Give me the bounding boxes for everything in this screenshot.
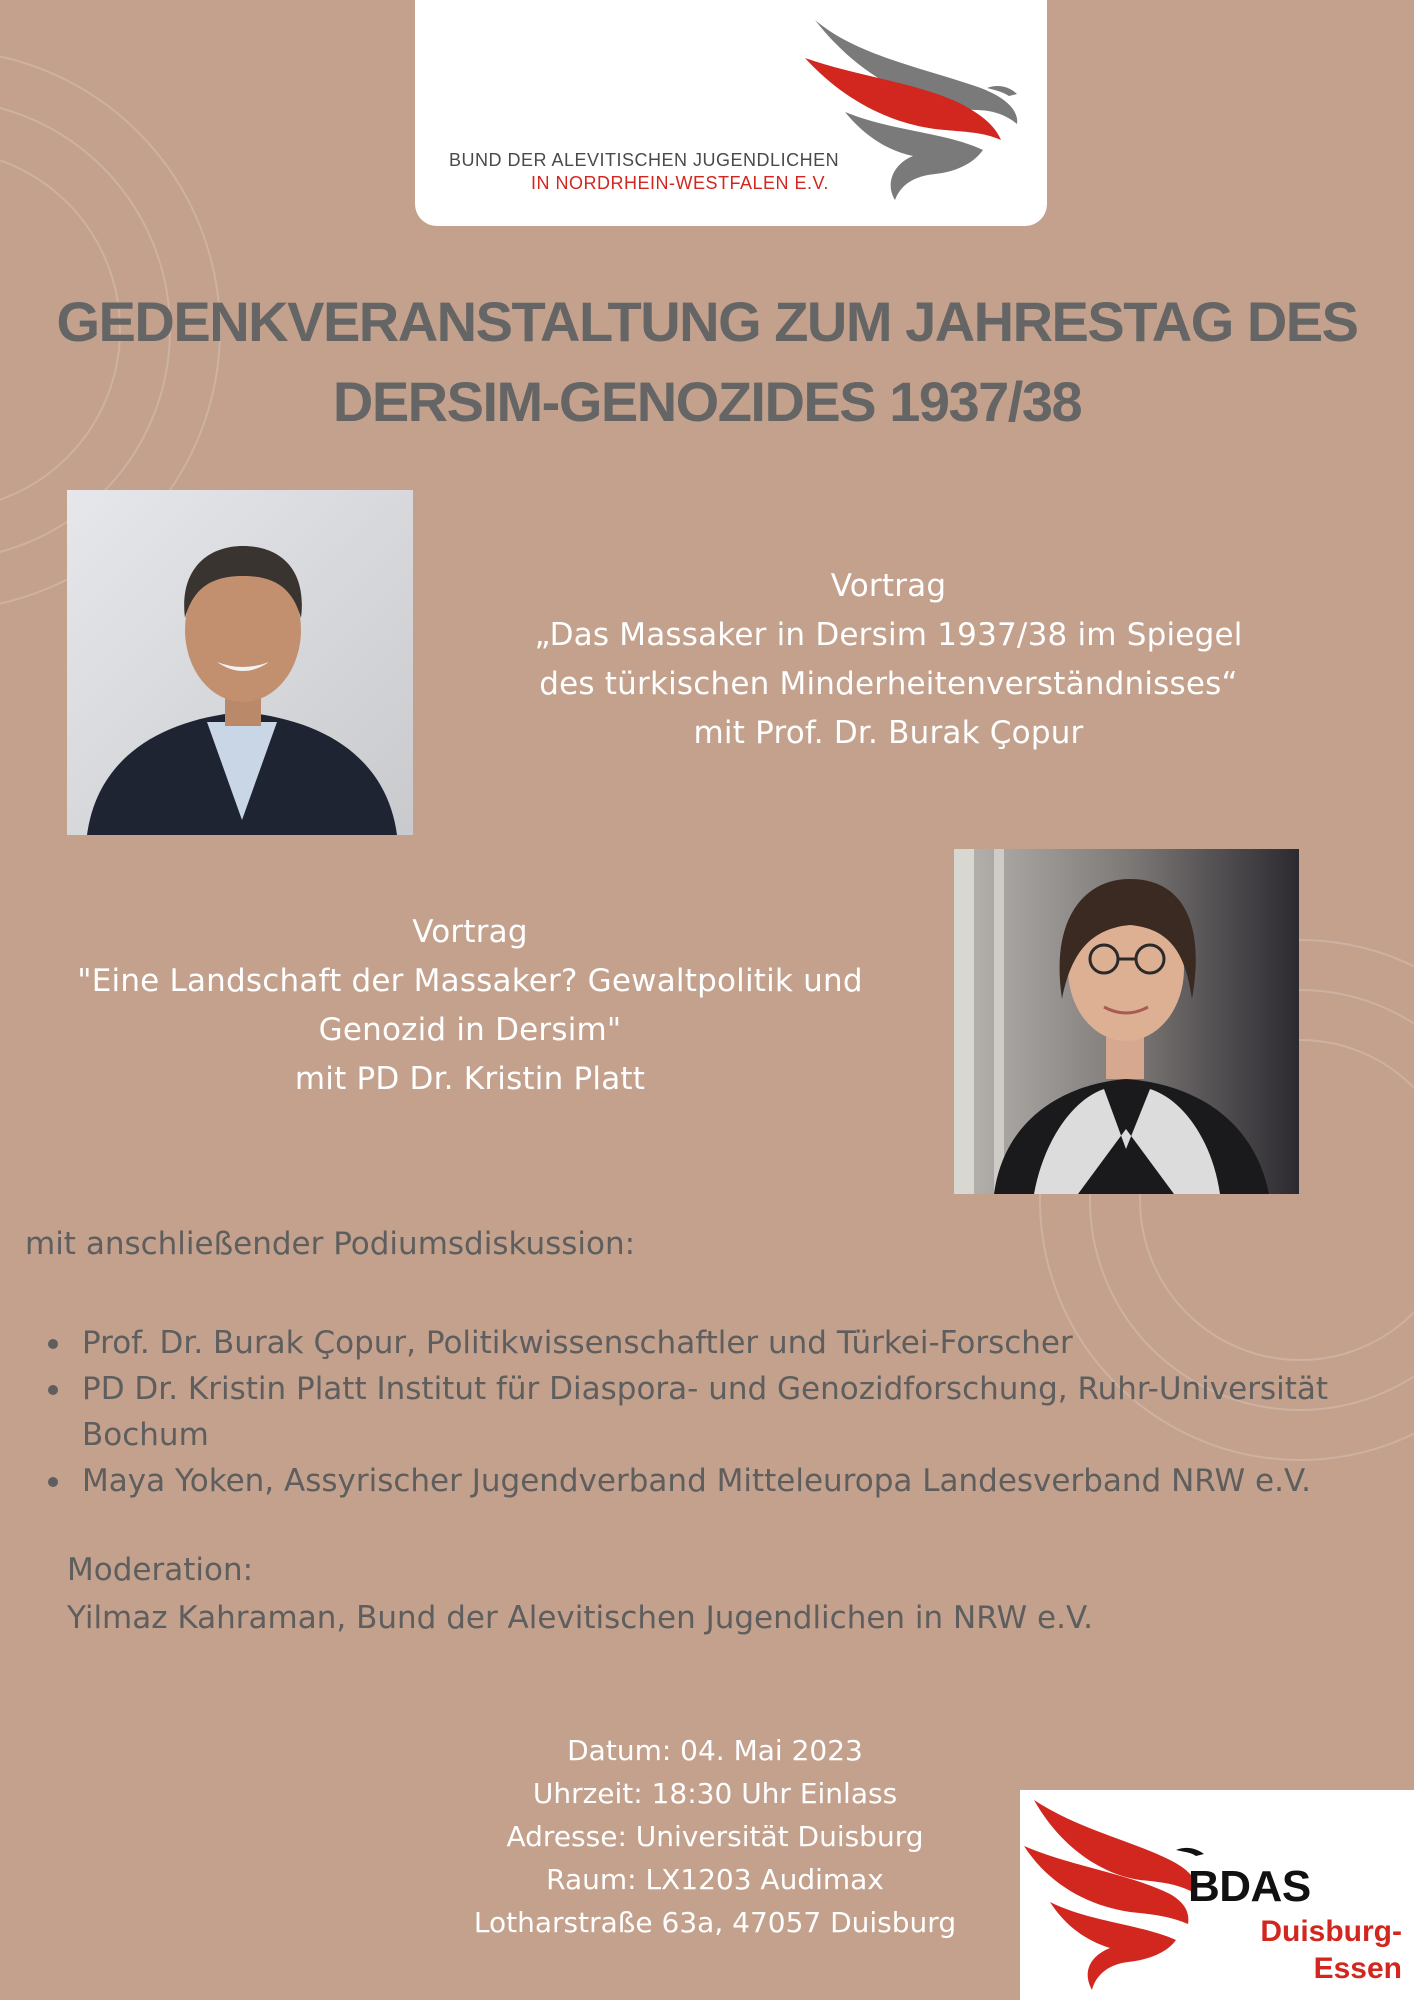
- moderation: [67, 1546, 1093, 1642]
- bdas-name: BDAS: [1188, 1862, 1311, 1911]
- talk-1-label: Vortrag: [830, 568, 947, 604]
- speaker-photo-kristin-platt: [954, 849, 1299, 1194]
- title-line2: DERSIM-GENOZIDES 1937/38: [332, 370, 1082, 433]
- panel-heading: mit anschließender Podiumsdiskussion:: [25, 1226, 636, 1262]
- participant-text: Prof. Dr. Burak Çopur, Politikwissenschaftler und Türkei-Forscher: [82, 1325, 1073, 1361]
- talk-2: [0, 908, 940, 1104]
- event-date: Datum: 04. Mai 2023: [567, 1734, 863, 1767]
- list-item: [40, 1320, 1410, 1366]
- organization-logo: [415, 0, 1047, 226]
- list-item: [40, 1366, 1410, 1458]
- talk-1: [460, 562, 1317, 758]
- speaker-photo-burak-copur: [67, 490, 413, 835]
- talk-2-label: Vortrag: [412, 914, 528, 950]
- participant-text: Maya Yoken, Assyrischer Jugendverband Mitteleuropa Landesverband NRW e.V.: [82, 1463, 1312, 1499]
- moderation-person: Yilmaz Kahraman, Bund der Alevitischen Jugendlichen in NRW e.V.: [67, 1600, 1094, 1636]
- talk-2-title-line1: "Eine Landschaft der Massaker? Gewaltpolitik und: [77, 963, 863, 999]
- bullet-icon: [48, 1385, 58, 1395]
- panel-participants-list: [40, 1320, 1410, 1504]
- event-time: Uhrzeit: 18:30 Uhr Einlass: [532, 1777, 898, 1810]
- participant-text: PD Dr. Kristin Platt Institut für Diaspora- und Genozidforschung, Ruhr-Universität Bochum: [82, 1371, 1329, 1453]
- event-details: [405, 1729, 1025, 1944]
- event-room: Raum: LX1203 Audimax: [546, 1863, 884, 1896]
- bdas-city-line1: Duisburg-: [1260, 1915, 1402, 1948]
- list-item: [40, 1458, 1410, 1504]
- portrait-icon: [954, 849, 1299, 1194]
- talk-1-speaker: mit Prof. Dr. Burak Çopur: [693, 715, 1084, 751]
- moderation-label: Moderation:: [67, 1552, 254, 1588]
- talk-2-title-line2: Genozid in Dersim": [318, 1012, 622, 1048]
- org-name-line1: BUND DER ALEVITISCHEN JUGENDLICHEN: [449, 150, 840, 170]
- event-address: Adresse: Universität Duisburg: [506, 1820, 924, 1853]
- bdas-city-line2: Essen: [1313, 1952, 1402, 1985]
- talk-1-title-line1: „Das Massaker in Dersim 1937/38 im Spiegel: [534, 617, 1243, 653]
- portrait-icon: [67, 490, 413, 835]
- title-line1: GEDENKVERANSTALTUNG ZUM JAHRESTAG DES: [56, 290, 1358, 353]
- org-name-line2: IN NORDRHEIN-WESTFALEN E.V.: [531, 173, 829, 193]
- page-title: [20, 282, 1394, 442]
- talk-2-speaker: mit PD Dr. Kristin Platt: [294, 1061, 646, 1097]
- talk-1-title-line2: des türkischen Minderheitenverständnisses“: [539, 666, 1238, 702]
- bdas-logo: [1020, 1790, 1414, 2000]
- bullet-icon: [48, 1339, 58, 1349]
- bird-logo-icon: [805, 14, 1027, 214]
- bullet-icon: [48, 1477, 58, 1487]
- event-street: Lotharstraße 63a, 47057 Duisburg: [473, 1906, 957, 1939]
